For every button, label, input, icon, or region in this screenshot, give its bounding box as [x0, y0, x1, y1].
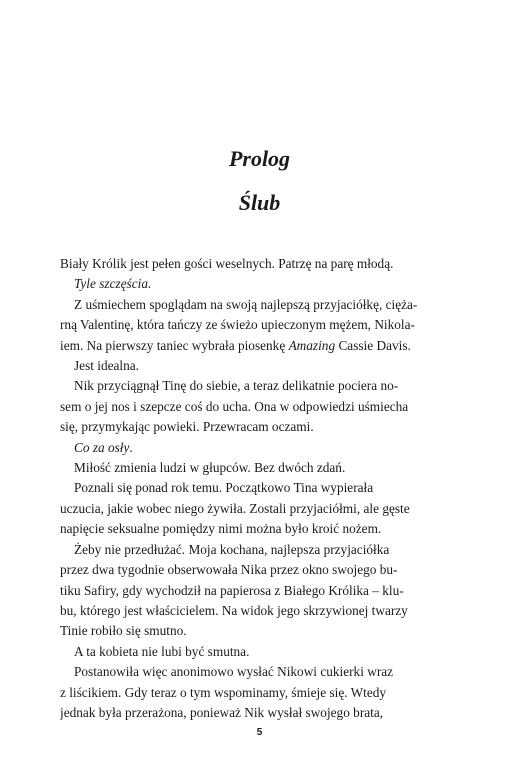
text-line: bu, którego jest właścicielem. Na widok jego skrzywionej twarzy — [60, 602, 408, 618]
text-line: Poznali się ponad rok temu. Początkowo Tina wypierała — [74, 480, 374, 496]
text-line: Żeby nie przedłużać. Moja kochana, najlepsza przyjaciółka — [74, 541, 390, 557]
text-line: sem o jej nos i szepcze coś do ucha. Ona w odpowiedzi uśmiecha — [60, 398, 409, 414]
text-line: Biały Królik jest pełen gości weselnych. Patrzę na parę młodą. — [60, 256, 394, 271]
text-line: Miłość zmienia ludzi w głupców. Bez dwóch zdań. — [74, 460, 346, 476]
body-text — [60, 254, 482, 723]
song-title: Amazing — [288, 337, 336, 353]
text-line: z liścikiem. Gdy teraz o tym wspominamy, śmieje się. Wtedy — [60, 684, 387, 700]
text-line: Z uśmiechem spoglądam na swoją najlepszą przyjaciółkę, cięża- — [74, 296, 418, 312]
text-line: iem. Na pierwszy taniec wybrała piosenkę Amazing Cassie Davis. — [60, 337, 411, 353]
text-line: Jest idealna. — [74, 358, 139, 374]
text-line: Nik przyciągnął Tinę do siebie, a teraz delikatnie pociera no- — [74, 378, 399, 394]
text-line: Tyle szczęścia. — [74, 276, 152, 292]
page-number: 5 — [256, 727, 263, 738]
text-line: A ta kobieta nie lubi być smutna. — [74, 643, 250, 659]
text-line: jednak była przerażona, ponieważ Nik wysłał swojego brata, — [60, 704, 384, 720]
chapter-title: Prolog — [228, 146, 291, 171]
text-line: napięcie seksualne pomiędzy nimi można było kroić nożem. — [60, 521, 382, 537]
text-line: tiku Safiry, gdy wychodził na papierosa z Białego Królika – klu- — [60, 582, 404, 598]
text-line: Tinie robiło się smutno. — [60, 623, 187, 639]
text-line: się, przymykając powieki. Przewracam oczami. — [60, 419, 314, 435]
text-line: Postanowiła więc anonimowo wysłać Nikowi cukierki wraz — [74, 664, 394, 680]
text-line: uczucia, jakie wobec niego żywiła. Zostali przyjaciółmi, ale gęste — [60, 500, 410, 516]
text-line: przez dwa tygodnie obserwowała Nika przez okno swojego bu- — [60, 562, 398, 578]
chapter-subtitle: Ślub — [238, 190, 281, 215]
text-line: rną Valentinę, która tańczy ze świeżo upieczonym mężem, Nikola- — [60, 317, 415, 333]
text-line: Co za osły. — [74, 439, 133, 455]
